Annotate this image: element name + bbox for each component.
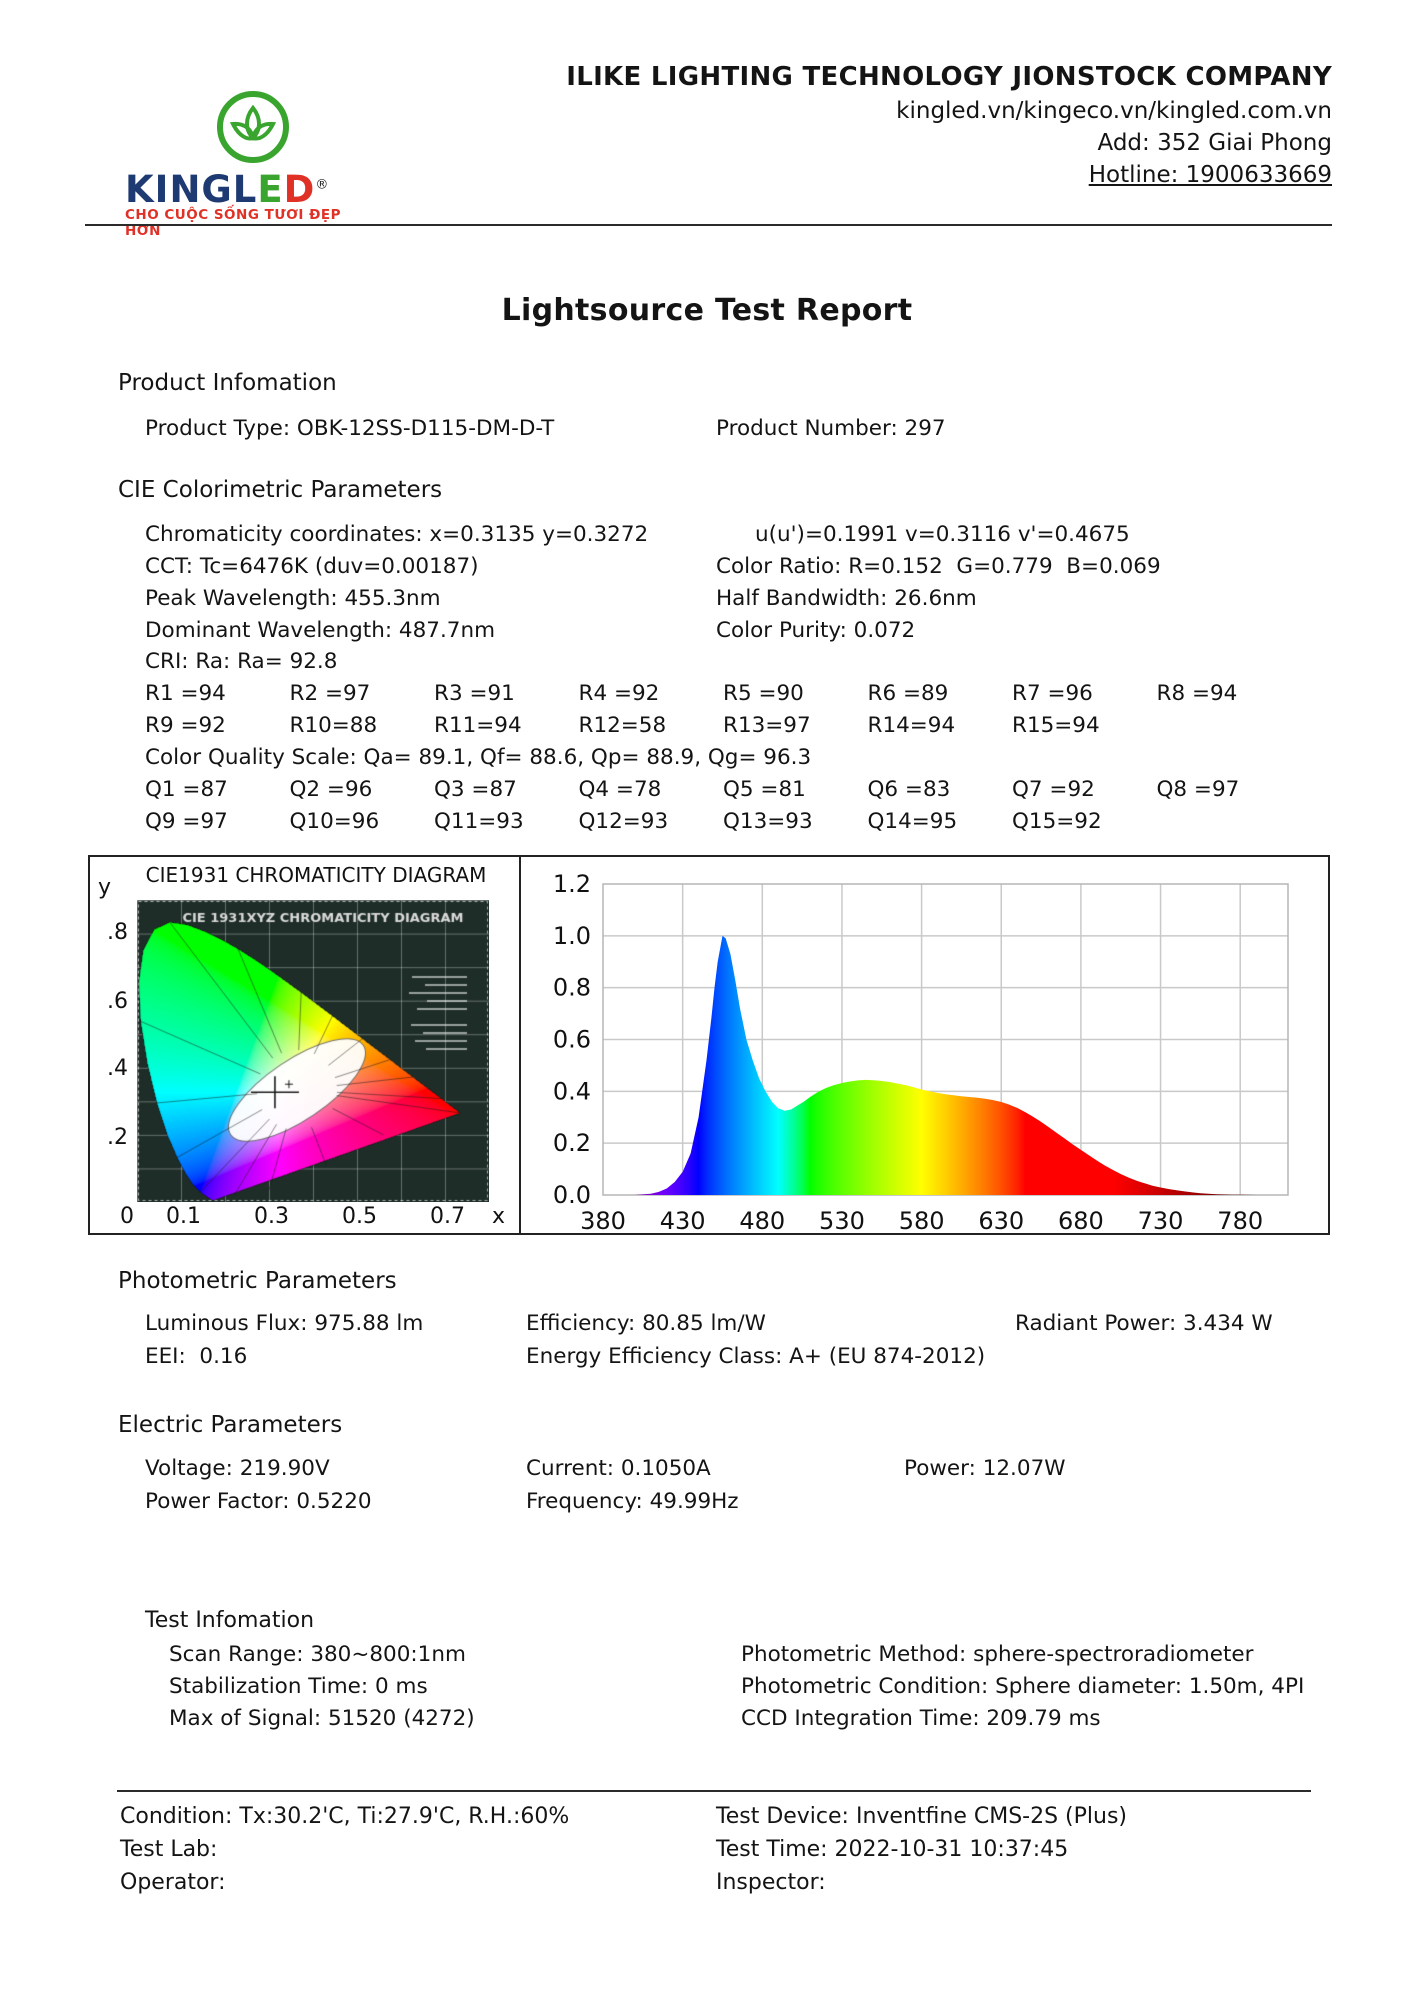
r12: R12=58 xyxy=(578,713,667,738)
logo-e: E xyxy=(257,168,284,211)
kingled-logo xyxy=(95,80,345,239)
electric-row-1 xyxy=(145,1456,1066,1481)
peak-row xyxy=(145,586,977,611)
r13: R13=97 xyxy=(723,713,811,738)
spectrum-x-tick-label: 580 xyxy=(898,1207,945,1233)
color-ratio: Color Ratio: R=0.152 G=0.779 B=0.069 xyxy=(716,554,1161,579)
test-lab: Test Lab: xyxy=(120,1837,218,1862)
cie-xtick-05: 0.5 xyxy=(342,1204,377,1229)
photometric-row-2 xyxy=(145,1344,985,1369)
current: Current: 0.1050A xyxy=(526,1456,711,1481)
r1: R1 =94 xyxy=(145,681,226,706)
electric-heading: Electric Parameters xyxy=(118,1412,343,1438)
r6: R6 =89 xyxy=(867,681,949,706)
frequency: Frequency: 49.99Hz xyxy=(526,1489,739,1514)
r3: R3 =91 xyxy=(434,681,515,706)
spectrum-chart xyxy=(519,857,1330,1233)
logo-king: KINGL xyxy=(125,168,258,211)
r8: R8 =94 xyxy=(1156,681,1238,706)
q3: Q3 =87 xyxy=(434,777,517,802)
scan-range: Scan Range: 380~800:1nm xyxy=(169,1642,466,1667)
product-info-heading: Product Infomation xyxy=(118,370,337,396)
logo-tagline: CHO CUỘC SỐNG TƯƠI ĐẸP HƠN xyxy=(125,207,342,239)
test-device: Test Device: Inventfine CMS-2S (Plus) xyxy=(716,1804,1127,1829)
r4: R4 =92 xyxy=(578,681,660,706)
company-website: kingled.vn/kingeco.vn/kingled.com.vn xyxy=(896,98,1332,124)
power: Power: 12.07W xyxy=(904,1456,1066,1481)
cie-ytick-02: .2 xyxy=(107,1125,128,1150)
footer-row-3 xyxy=(120,1870,826,1895)
q5: Q5 =81 xyxy=(723,777,806,802)
r14: R14=94 xyxy=(867,713,956,738)
peak-wavelength: Peak Wavelength: 455.3nm xyxy=(145,586,441,611)
q13: Q13=93 xyxy=(723,809,813,834)
footer-row-1 xyxy=(120,1804,1127,1829)
q4: Q4 =78 xyxy=(578,777,662,802)
cct-row xyxy=(145,554,1161,579)
cie-xtick-0: 0 xyxy=(120,1204,134,1229)
test-info-row-2 xyxy=(169,1674,1304,1699)
q1: Q1 =87 xyxy=(145,777,228,802)
eei: EEI: 0.16 xyxy=(145,1344,248,1369)
energy-class: Energy Efficiency Class: A+ (EU 874-2012) xyxy=(526,1344,986,1369)
cri-row xyxy=(145,649,337,674)
ccd-integration-time: CCD Integration Time: 209.79 ms xyxy=(741,1706,1101,1731)
operator: Operator: xyxy=(120,1870,226,1895)
cie-ytick-08: .8 xyxy=(107,920,128,945)
cie-ytick-04: .4 xyxy=(107,1056,128,1081)
max-signal: Max of Signal: 51520 (4272) xyxy=(169,1706,475,1731)
cri-r-row-1 xyxy=(145,681,1301,706)
test-info-heading: Test Infomation xyxy=(145,1608,315,1633)
photometric-heading: Photometric Parameters xyxy=(118,1268,397,1294)
r10: R10=88 xyxy=(289,713,378,738)
header-divider xyxy=(85,224,1332,226)
q11: Q11=93 xyxy=(434,809,524,834)
product-row xyxy=(145,416,946,441)
cqs-q-row-2 xyxy=(145,809,1301,834)
logo-d: D xyxy=(283,168,316,211)
chromaticity-xy: Chromaticity coordinates: x=0.3135 y=0.3272 xyxy=(145,522,649,547)
cqs-value: Color Quality Scale: Qa= 89.1, Qf= 88.6, Qp= 88.9, Qg= 96.3 xyxy=(145,745,812,770)
spectrum-x-tick-label: 630 xyxy=(978,1207,1025,1233)
cri-value: CRI: Ra: Ra= 92.8 xyxy=(145,649,338,674)
kingled-wordmark xyxy=(125,168,329,211)
spectrum-x-tick-label: 530 xyxy=(819,1207,865,1233)
q2: Q2 =96 xyxy=(289,777,373,802)
spectrum-x-tick-label: 780 xyxy=(1217,1207,1264,1233)
company-header xyxy=(566,62,1332,188)
page-title: Lightsource Test Report xyxy=(501,293,913,328)
spectrum-y-tick-label: 1.0 xyxy=(552,921,591,950)
cie-ytick-06: .6 xyxy=(107,989,128,1014)
q10: Q10=96 xyxy=(289,809,380,834)
inspector: Inspector: xyxy=(716,1870,826,1895)
cie-xtick-01: 0.1 xyxy=(166,1204,201,1229)
spectrum-x-tick-label: 480 xyxy=(739,1207,786,1233)
cqs-row xyxy=(145,745,811,770)
charts-panel xyxy=(88,855,1330,1235)
photometric-method: Photometric Method: sphere-spectroradiometer xyxy=(741,1642,1254,1667)
cie-x-axis-label: x xyxy=(492,1204,506,1229)
dominant-wavelength: Dominant Wavelength: 487.7nm xyxy=(145,618,496,643)
efficiency: Efficiency: 80.85 lm/W xyxy=(526,1311,766,1336)
cie-xtick-03: 0.3 xyxy=(254,1204,289,1229)
cie-diagram-title: CIE1931 CHROMATICITY DIAGRAM xyxy=(145,863,487,887)
q6: Q6 =83 xyxy=(867,777,951,802)
spectrum-y-tick-label: 0.2 xyxy=(552,1129,591,1158)
cie-y-axis-label: y xyxy=(98,875,112,900)
voltage: Voltage: 219.90V xyxy=(145,1456,330,1481)
test-time: Test Time: 2022-10-31 10:37:45 xyxy=(716,1837,1069,1862)
test-info-row-3 xyxy=(169,1706,1101,1731)
company-hotline: Hotline: 1900633669 xyxy=(1088,162,1332,188)
q15: Q15=92 xyxy=(1012,809,1102,834)
cie1931-diagram-image xyxy=(137,900,489,1202)
spectrum-y-tick-label: 0.4 xyxy=(552,1077,591,1106)
r9: R9 =92 xyxy=(145,713,226,738)
dominant-row xyxy=(145,618,915,643)
r11: R11=94 xyxy=(434,713,522,738)
test-condition: Condition: Tx:30.2'C, Ti:27.9'C, R.H.:60% xyxy=(120,1804,570,1829)
footer-row-2 xyxy=(120,1837,1068,1862)
photometric-row-1 xyxy=(145,1311,1273,1336)
q14: Q14=95 xyxy=(867,809,958,834)
cct-value: CCT: Tc=6476K (duv=0.00187) xyxy=(145,554,479,579)
q12: Q12=93 xyxy=(578,809,669,834)
q9: Q9 =97 xyxy=(145,809,228,834)
chromaticity-row xyxy=(145,522,1130,547)
product-number: Product Number: 297 xyxy=(716,416,946,441)
spectrum-x-tick-label: 730 xyxy=(1137,1207,1184,1233)
radiant-power: Radiant Power: 3.434 W xyxy=(1015,1311,1273,1336)
r5: R5 =90 xyxy=(723,681,804,706)
registered-mark: ® xyxy=(315,177,330,193)
cri-r-row-2 xyxy=(145,713,1301,738)
photometric-condition: Photometric Condition: Sphere diameter: 1.50m, 4PI xyxy=(741,1674,1305,1699)
spectrum-x-tick-label: 380 xyxy=(580,1207,626,1233)
r2: R2 =97 xyxy=(289,681,371,706)
company-name: ILIKE LIGHTING TECHNOLOGY JIONSTOCK COMPANY xyxy=(566,62,1332,92)
r7: R7 =96 xyxy=(1012,681,1093,706)
cie-heading: CIE Colorimetric Parameters xyxy=(118,477,443,503)
spectrum-chart-panel xyxy=(519,857,1330,1233)
electric-row-2 xyxy=(145,1489,739,1514)
luminous-flux: Luminous Flux: 975.88 lm xyxy=(145,1311,424,1336)
q7: Q7 =92 xyxy=(1012,777,1095,802)
power-factor: Power Factor: 0.5220 xyxy=(145,1489,372,1514)
spectrum-x-tick-label: 680 xyxy=(1058,1207,1104,1233)
spectrum-y-tick-label: 0.6 xyxy=(552,1025,591,1054)
spectrum-x-tick-label: 430 xyxy=(659,1207,706,1233)
q8: Q8 =97 xyxy=(1156,777,1240,802)
cie-xtick-07: 0.7 xyxy=(430,1204,465,1229)
cie-diagram-panel xyxy=(90,857,519,1233)
spectrum-y-tick-label: 0.0 xyxy=(552,1181,591,1209)
stabilization-time: Stabilization Time: 0 ms xyxy=(169,1674,428,1699)
r15: R15=94 xyxy=(1012,713,1100,738)
cqs-q-row-1 xyxy=(145,777,1301,802)
spectrum-y-tick-label: 1.2 xyxy=(552,870,591,898)
footer-divider xyxy=(117,1790,1311,1792)
color-purity: Color Purity: 0.072 xyxy=(716,618,916,643)
test-info-row-1 xyxy=(169,1642,1253,1667)
chromaticity-uv: u(u')=0.1991 v=0.3116 v'=0.4675 xyxy=(755,522,1130,547)
company-address: Add: 352 Giai Phong xyxy=(1097,130,1332,156)
half-bandwidth: Half Bandwidth: 26.6nm xyxy=(716,586,977,611)
product-type: Product Type: OBK-12SS-D115-DM-D-T xyxy=(145,416,555,441)
spectrum-y-tick-label: 0.8 xyxy=(552,973,591,1002)
